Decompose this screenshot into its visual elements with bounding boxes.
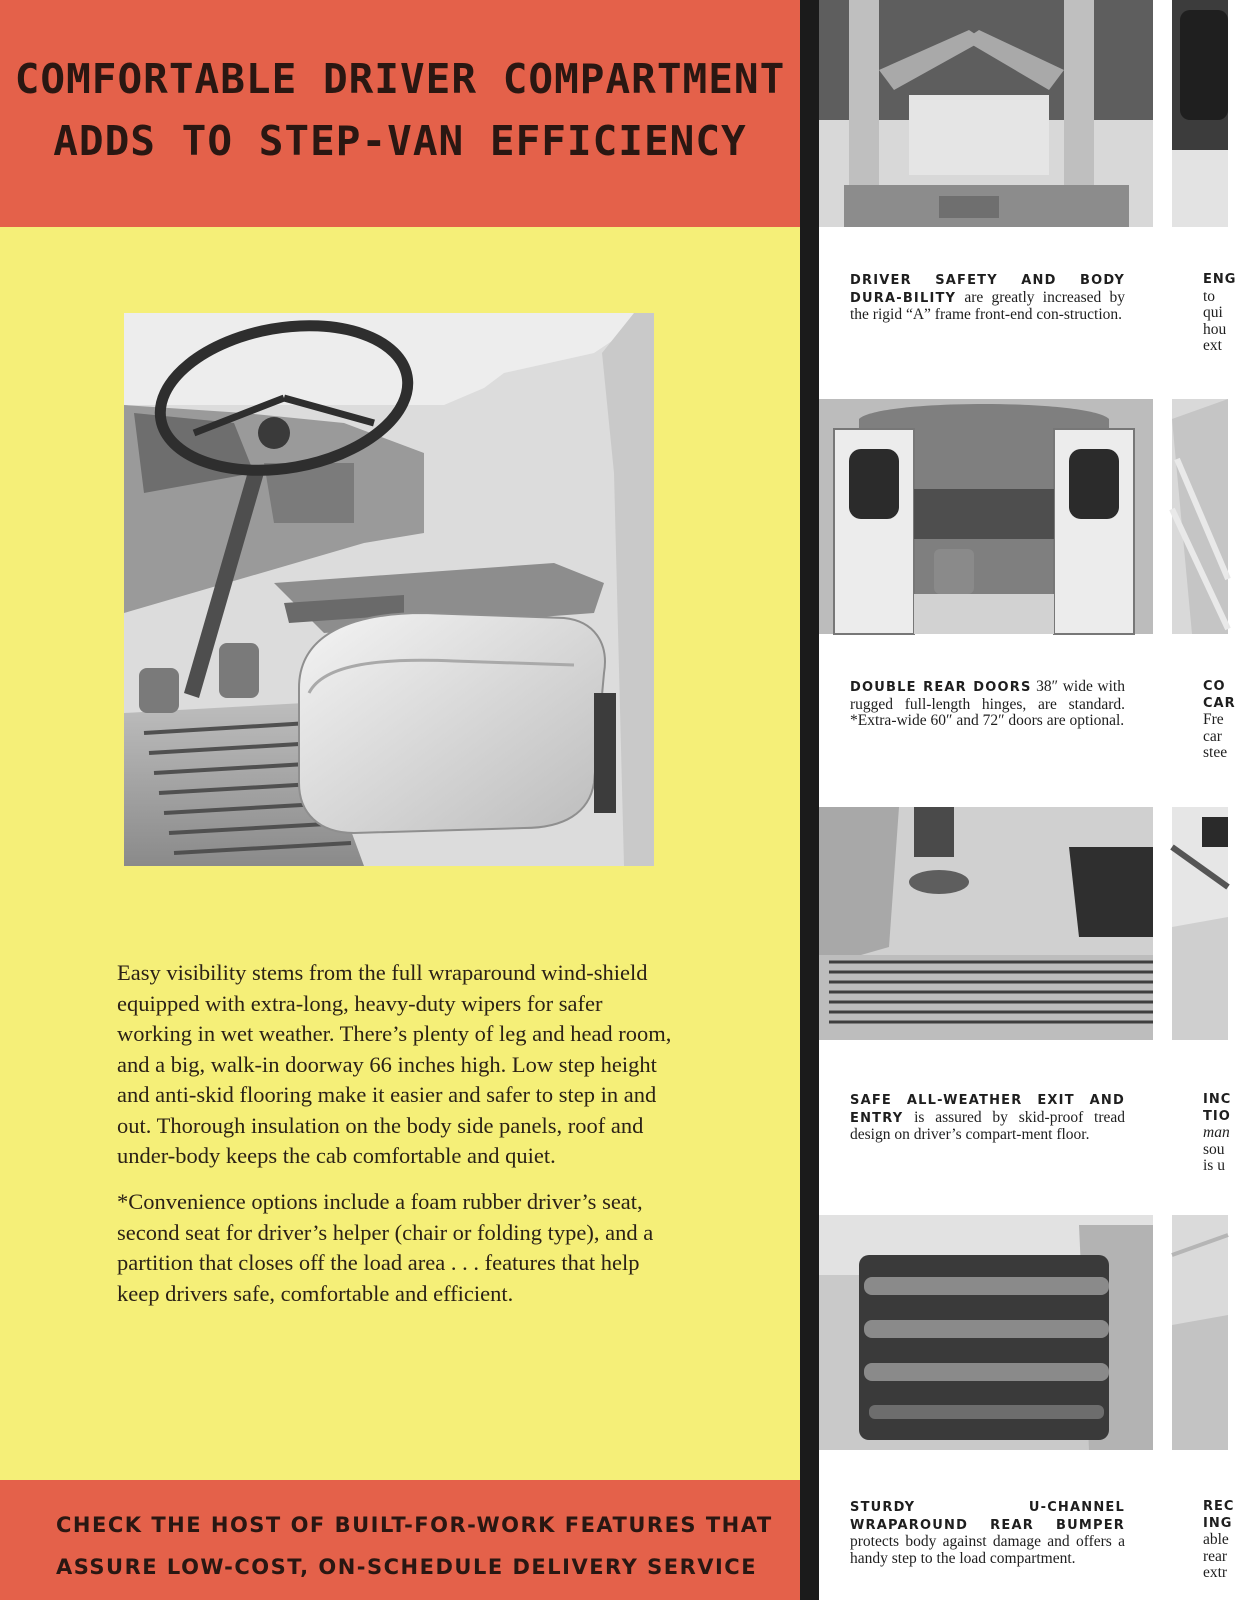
fragment-text: is u bbox=[1203, 1157, 1225, 1174]
fragment-text: Fre bbox=[1203, 711, 1224, 728]
fragment-text: man bbox=[1203, 1124, 1230, 1141]
caption-tread-floor-lead: SAFE ALL-WEATHER EXIT AND ENTRY bbox=[850, 1093, 1125, 1126]
caption-tread-floor bbox=[850, 1092, 1125, 1144]
truncated-caption-3 bbox=[1203, 1092, 1232, 1175]
caption-rear-bumper-text: protects body against damage and offers a handy step to the load compartment. bbox=[850, 1533, 1125, 1567]
truncated-caption-1 bbox=[1203, 272, 1236, 355]
fragment-text: ING bbox=[1203, 1515, 1233, 1531]
a-frame-photo-2 bbox=[1172, 0, 1228, 227]
a-frame-photo bbox=[819, 0, 1153, 227]
header-band bbox=[0, 0, 800, 227]
fragment-text: to bbox=[1203, 287, 1216, 305]
body-paragraph-2: *Convenience options include a foam rubber driver’s seat, second seat for driver’s helper (chair or folding type), and a partition that closes off the load area . . . features that help keep drivers safe, comfortable and efficient. bbox=[117, 1189, 654, 1306]
fragment-text: REC bbox=[1203, 1499, 1235, 1514]
caption-rear-doors-text: 38″ wide with rugged full-length hinges, are standard. *Extra-wide 60″ and 72″ doors are optional. bbox=[850, 678, 1125, 729]
caption-a-frame-text: are greatly increased by the rigid “A” frame front-end con-struction. bbox=[850, 288, 1125, 323]
caption-tread-floor-text: is assured by skid-proof tread design on driver’s compart-ment floor. bbox=[850, 1108, 1125, 1143]
fragment-text: INC bbox=[1203, 1092, 1232, 1107]
caption-rear-doors bbox=[850, 679, 1125, 730]
rear-doors-photo bbox=[819, 399, 1153, 634]
fragment-text: hou bbox=[1203, 320, 1227, 338]
page-fold-divider bbox=[800, 0, 819, 1600]
caption-rear-bumper bbox=[850, 1499, 1125, 1567]
caption-a-frame-lead: DRIVER SAFETY AND BODY DURA-BILITY bbox=[850, 273, 1125, 306]
fragment-text: extr bbox=[1203, 1564, 1228, 1581]
caption-a-frame bbox=[850, 272, 1125, 324]
footer-line-1: CHECK THE HOST OF BUILT-FOR-WORK FEATURES THAT bbox=[56, 1513, 773, 1537]
caption-rear-doors-lead: DOUBLE REAR DOORS bbox=[850, 680, 1032, 695]
body-paragraph-1: Easy visibility stems from the full wraparound wind-shield equipped with extra-long, heavy-duty wipers for safer working in wet weather. There’s plenty of leg and head room, and a big, walk-in doorway 66 inches high. Low step height and anti-skid flooring make it easier and safer to step in and out. Thorough insulation on the body side panels, roof and under-body keeps the cab comfortable and quiet. bbox=[117, 960, 672, 1168]
fragment-text: rear bbox=[1203, 1547, 1228, 1565]
fragment-text: CAR bbox=[1203, 695, 1236, 711]
reclining-seat-photo bbox=[1172, 1215, 1228, 1450]
headline-line-1: COMFORTABLE DRIVER COMPARTMENT bbox=[14, 55, 786, 103]
fragment-text: sou bbox=[1203, 1140, 1225, 1158]
fragment-text: car bbox=[1203, 727, 1222, 745]
footer-band bbox=[0, 1480, 800, 1600]
fragment-text: ENG bbox=[1203, 272, 1236, 287]
insulation-photo bbox=[1172, 807, 1228, 1040]
fragment-text: qui bbox=[1203, 304, 1223, 321]
fragment-text: stee bbox=[1203, 744, 1228, 761]
fragment-text: CO bbox=[1203, 679, 1226, 694]
footer-line-2: ASSURE LOW-COST, ON-SCHEDULE DELIVERY SERVICE bbox=[56, 1555, 758, 1579]
tread-floor-photo bbox=[819, 807, 1153, 1040]
truncated-caption-2 bbox=[1203, 679, 1236, 762]
cargo-area-photo bbox=[1172, 399, 1228, 634]
fragment-text: ext bbox=[1203, 337, 1222, 354]
fragment-text: TIO bbox=[1203, 1108, 1231, 1124]
rear-bumper-photo bbox=[819, 1215, 1153, 1450]
headline-line-2: ADDS TO STEP-VAN EFFICIENCY bbox=[53, 117, 747, 165]
truncated-caption-4 bbox=[1203, 1499, 1235, 1582]
caption-rear-bumper-lead: STURDY U-CHANNEL WRAPAROUND REAR BUMPER bbox=[850, 1500, 1125, 1533]
fragment-text: able bbox=[1203, 1531, 1229, 1548]
driver-compartment-photo bbox=[124, 313, 654, 866]
